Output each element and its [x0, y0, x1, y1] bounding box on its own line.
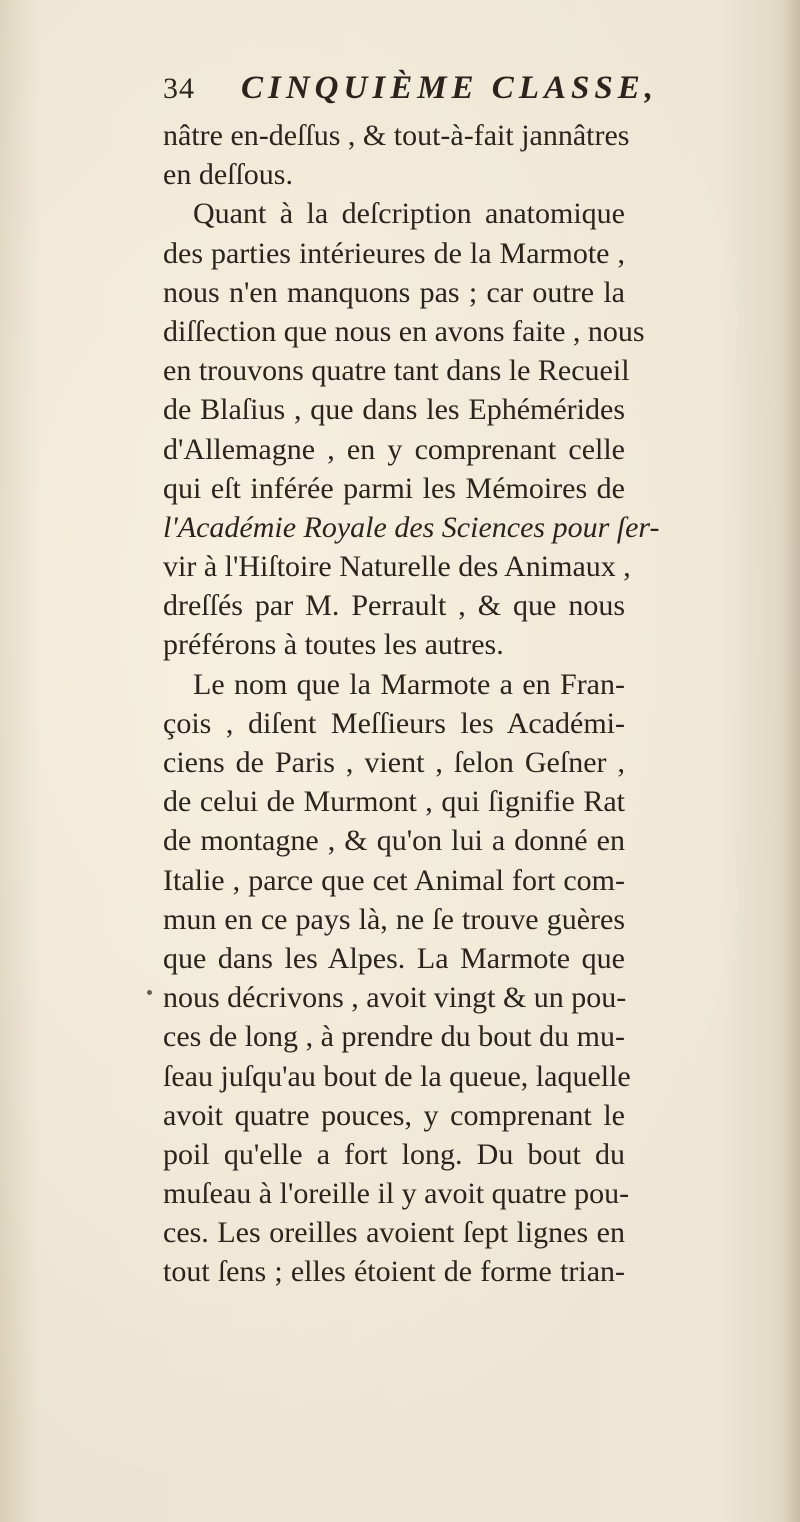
- paragraph-start-line: Quant à la deſcription anatomique: [193, 197, 625, 231]
- text-line: préférons à toutes les autres.: [163, 628, 504, 662]
- body-text: [163, 116, 660, 1292]
- text-line: en trouvons quatre tant dans le Recueil: [163, 354, 630, 388]
- page-header: [163, 70, 658, 114]
- text-line: vir à l'Hiſtoire Naturelle des Animaux ,: [163, 550, 631, 584]
- text-line: poil qu'elle a fort long. Du bout du: [163, 1137, 625, 1171]
- text-line: muſeau à l'oreille il y avoit quatre pou-: [163, 1177, 630, 1211]
- text-line: d'Allemagne , en y comprenant celle: [163, 432, 625, 466]
- text-line: diſſection que nous en avons faite , nous: [163, 314, 645, 348]
- text-line: tout ſens ; elles étoient de forme trian-: [163, 1255, 625, 1289]
- text-line: que dans les Alpes. La Marmote que: [163, 941, 625, 975]
- text-line: ces. Les oreilles avoient ſept lignes en: [163, 1216, 625, 1250]
- text-line: dreſſés par M. Perrault , & que nous: [163, 589, 625, 623]
- text-line: de montagne , & qu'on lui a donné en: [163, 824, 625, 858]
- text-line: Italie , parce que cet Animal fort com-: [163, 863, 625, 897]
- text-line: çois , diſent Meſſieurs les Académi-: [163, 706, 625, 740]
- text-line: nâtre en-deſſus , & tout-à-fait jannâtres: [163, 119, 630, 152]
- text-line: ſeau juſqu'au bout de la queue, laquelle: [163, 1059, 631, 1093]
- text-line: nous décrivons , avoit vingt & un pou-: [163, 981, 627, 1015]
- margin-mark: [147, 990, 152, 995]
- text-line: avoit quatre pouces, y comprenant le: [163, 1098, 625, 1132]
- running-head: CINQUIÈME CLASSE,: [241, 70, 658, 106]
- text-line: mun en ce pays là, ne ſe trouve guères: [163, 902, 625, 936]
- text-line: ciens de Paris , vient , ſelon Geſner ,: [163, 746, 625, 779]
- page-number: 34: [163, 72, 195, 105]
- page-edge-shadow: [782, 0, 800, 1522]
- text-line: de Blaſius , que dans les Ephémérides: [163, 393, 625, 427]
- text-line: ces de long , à prendre du bout du mu-: [163, 1020, 625, 1054]
- text-line: des parties intérieures de la Marmote ,: [163, 236, 625, 270]
- text-line: qui eſt inférée parmi les Mémoires de: [163, 471, 625, 505]
- text-line: de celui de Murmont , qui ſignifie Rat: [163, 785, 625, 819]
- paragraph-start-line: Le nom que la Marmote a en Fran-: [193, 667, 625, 701]
- text-line: en deſſous.: [163, 158, 293, 192]
- text-line: nous n'en manquons pas ; car outre la: [163, 275, 625, 309]
- text-line: l'Académie Royale des Sciences pour ſer-: [163, 510, 660, 544]
